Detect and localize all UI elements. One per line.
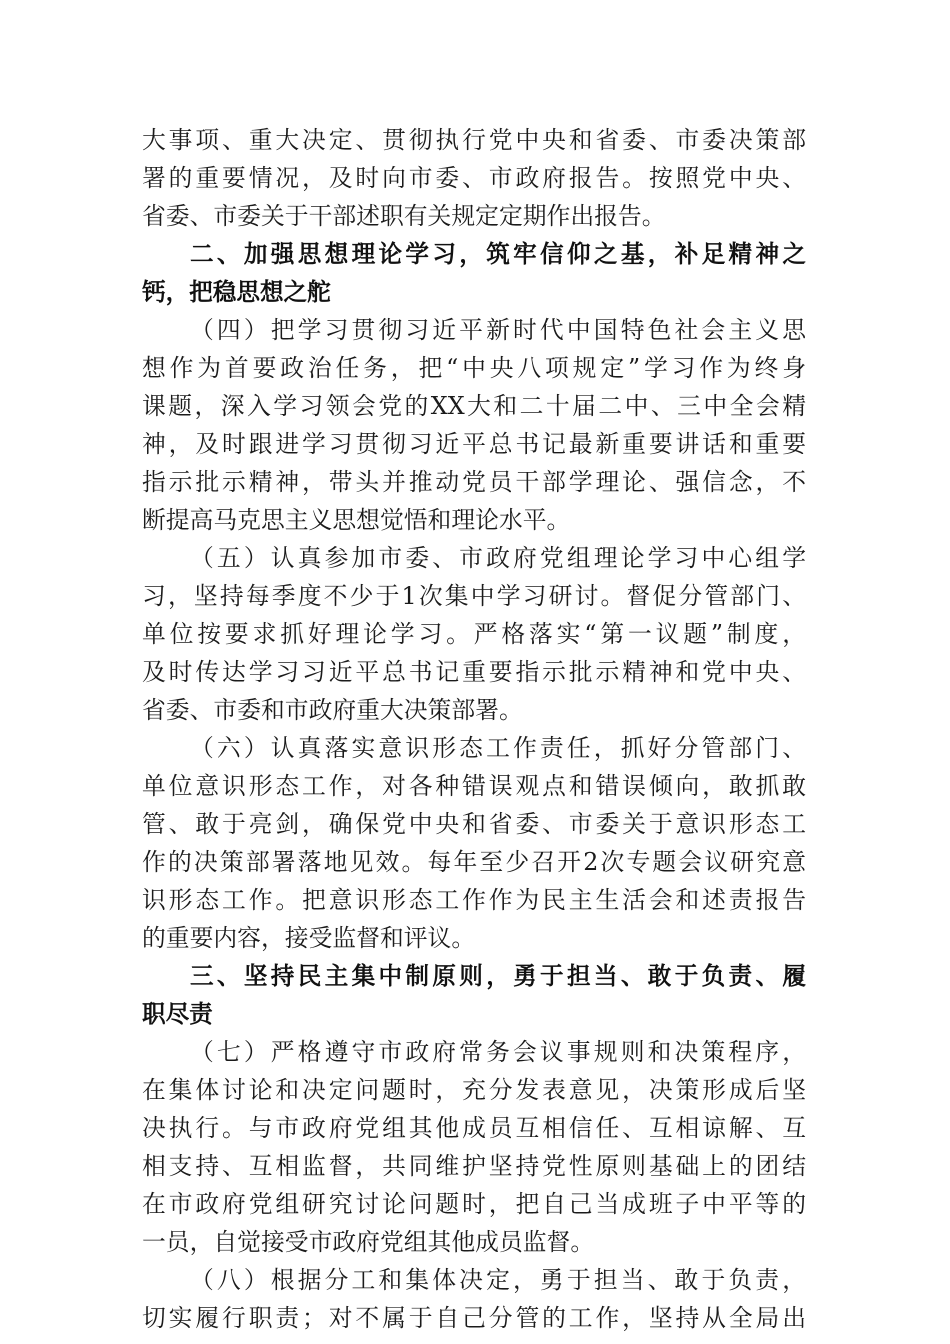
section-heading: 职尽责	[142, 1000, 213, 1028]
body-text-line: 管、敢于亮剑，确保党中央和省委、市委关于意识形态工	[142, 810, 806, 838]
body-text-line: 作的决策部署落地见效。每年至少召开2次专题会议研究意	[142, 848, 806, 876]
body-text-line: 课题，深入学习领会党的XX大和二十届二中、三中全会精	[142, 392, 806, 420]
body-text-line: 决执行。与市政府党组其他成员互相信任、互相谅解、互	[142, 1114, 806, 1142]
body-text-line: 一员，自觉接受市政府党组其他成员监督。	[142, 1228, 595, 1256]
body-text-line: 单位意识形态工作，对各种错误观点和错误倾向，敢抓敢	[142, 772, 806, 800]
body-text-line: 大事项、重大决定、贯彻执行党中央和省委、市委决策部	[142, 126, 806, 154]
body-text-line: 识形态工作。把意识形态工作作为民主生活会和述责报告	[142, 886, 806, 914]
section-heading: 二、加强思想理论学习，筑牢信仰之基，补足精神之	[190, 240, 806, 268]
body-text-line: 切实履行职责；对不属于自己分管的工作，坚持从全局出	[142, 1304, 806, 1332]
body-text-line: 署的重要情况，及时向市委、市政府报告。按照党中央、	[142, 164, 806, 192]
body-text-line: 在市政府党组研究讨论问题时，把自己当成班子中平等的	[142, 1190, 806, 1218]
paragraph-first-line: （四）把学习贯彻习近平新时代中国特色社会主义思	[190, 316, 806, 344]
body-text-line: 及时传达学习习近平总书记重要指示批示精神和党中央、	[142, 658, 806, 686]
paragraph-first-line: （五）认真参加市委、市政府党组理论学习中心组学	[190, 544, 806, 572]
body-text-line: 的重要内容，接受监督和评议。	[142, 924, 476, 952]
body-text-line: 想作为首要政治任务，把“中央八项规定”学习作为终身	[142, 354, 806, 382]
body-text-line: 相支持、互相监督，共同维护坚持党性原则基础上的团结	[142, 1152, 806, 1180]
body-text-line: 神，及时跟进学习贯彻习近平总书记最新重要讲话和重要	[142, 430, 806, 458]
body-text-line: 习，坚持每季度不少于1次集中学习研讨。督促分管部门、	[142, 582, 806, 610]
section-heading: 钙，把稳思想之舵	[142, 278, 331, 306]
paragraph-first-line: （八）根据分工和集体决定，勇于担当、敢于负责，	[190, 1266, 806, 1294]
paragraph-first-line: （七）严格遵守市政府常务会议事规则和决策程序，	[190, 1038, 806, 1066]
paragraph-first-line: （六）认真落实意识形态工作责任，抓好分管部门、	[190, 734, 806, 762]
body-text-line: 省委、市委和市政府重大决策部署。	[142, 696, 523, 724]
section-heading: 三、坚持民主集中制原则，勇于担当、敢于负责、履	[190, 962, 806, 990]
body-text-line: 断提高马克思主义思想觉悟和理论水平。	[142, 506, 571, 534]
body-text-line: 在集体讨论和决定问题时，充分发表意见，决策形成后坚	[142, 1076, 806, 1104]
body-text-line: 省委、市委关于干部述职有关规定定期作出报告。	[142, 202, 666, 230]
body-text-line: 单位按要求抓好理论学习。严格落实“第一议题”制度，	[142, 620, 806, 648]
body-text-line: 指示批示精神，带头并推动党员干部学理论、强信念，不	[142, 468, 806, 496]
